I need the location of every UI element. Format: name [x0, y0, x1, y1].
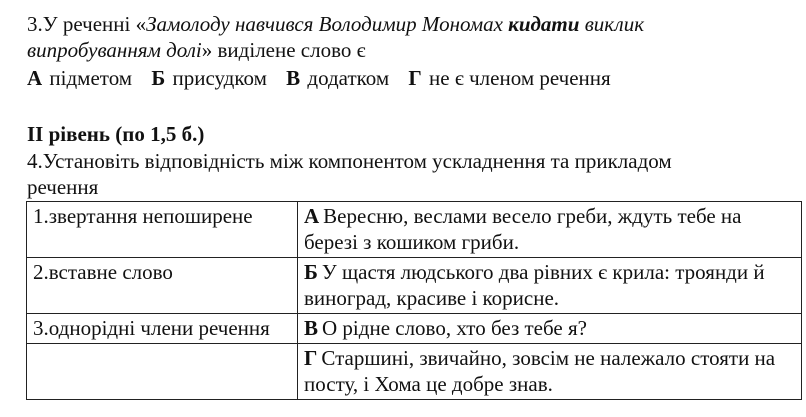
example-cell [298, 258, 802, 314]
example-text: О рідне слово, хто без тебе я? [322, 316, 587, 340]
component-cell: 3.однорідні члени речення [27, 314, 298, 344]
option-v[interactable]: В додатком [286, 66, 390, 90]
example-text: Вересню, веслами весело греби, ждуть тебе на березі з кошиком гриби. [304, 204, 742, 254]
example-key: Г [304, 346, 318, 370]
example-text: У щастя людського два рівних є крила: троянди й виноград, красиве і корисне. [304, 260, 765, 310]
table-row [27, 314, 802, 344]
example-key: В [304, 316, 319, 340]
matching-table [26, 201, 802, 400]
quoted-sentence: Замолоду навчився Володимир Мономах [146, 12, 509, 36]
component-cell: 2.вставне слово [27, 258, 298, 314]
option-g[interactable]: Г не є членом речення [408, 66, 611, 90]
question-4-line-2: речення [27, 175, 99, 199]
component-cell: 1.звертання непоширене [27, 202, 298, 258]
table-row [27, 258, 802, 314]
answer-options [27, 65, 802, 91]
table-row [27, 202, 802, 258]
quoted-sentence-end: випробуванням долі [27, 38, 202, 62]
question-3-line-1: 3.У реченні «Замолоду навчився Володимир Мономах кидати виклик [27, 12, 645, 36]
example-cell [298, 344, 802, 400]
highlighted-word: кидати [508, 12, 580, 36]
level-heading: ІІ рівень (по 1,5 б.) [27, 122, 205, 146]
option-a[interactable]: А підметом [27, 66, 133, 90]
option-b[interactable]: Б присудком [151, 66, 267, 90]
table-row [27, 344, 802, 400]
example-key: Б [304, 260, 318, 284]
example-cell [298, 314, 802, 344]
component-cell [27, 344, 298, 400]
example-text: Старшині, звичайно, зовсім не належало стояти на посту, і Хома це добре знав. [304, 346, 776, 396]
question-4-line-1: 4.Установіть відповідність між компонентом ускладнення та прикладом [27, 149, 672, 173]
question-3 [27, 11, 802, 91]
example-cell [298, 202, 802, 258]
question-4 [27, 148, 802, 200]
example-key: А [304, 204, 320, 228]
question-3-line-2: випробуванням долі» виділене слово є [27, 38, 366, 62]
